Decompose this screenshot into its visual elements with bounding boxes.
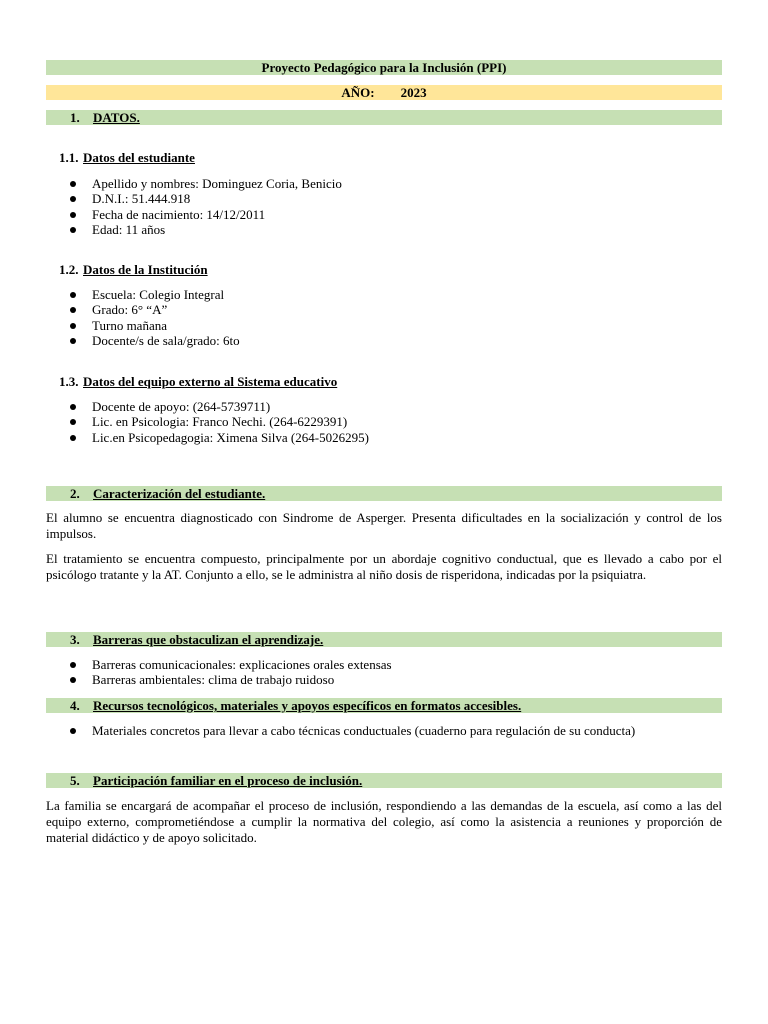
- year-label: AÑO:: [341, 85, 375, 100]
- student-data-list: [70, 176, 342, 237]
- subsection-number: 1.2.: [59, 262, 79, 277]
- list-item: Edad: 11 años: [70, 222, 342, 237]
- section-title: DATOS.: [93, 110, 140, 125]
- document-title-bar: [46, 60, 722, 75]
- family-participation-paragraph: La familia se encargará de acompañar el proceso de inclusión, respondiendo a las demandas de la escuela, así como a las del equipo externo, comprometiéndose a cumplir la normativa del colegio, así como la asistencia a reuniones y proporción de material didáctico y de apoyo solicitado.: [46, 798, 722, 845]
- subsection-title: Datos del estudiante: [83, 150, 195, 165]
- resources-list: [70, 723, 635, 738]
- barriers-list: [70, 657, 392, 688]
- list-item: Turno mañana: [70, 318, 240, 333]
- document-title: Proyecto Pedagógico para la Inclusión (PPI): [261, 60, 507, 75]
- subsection-1-2-heading: [59, 262, 208, 278]
- list-item: Barreras comunicacionales: explicaciones orales extensas: [70, 657, 392, 672]
- subsection-title: Datos del equipo externo al Sistema educativo: [83, 374, 338, 389]
- section-2-heading: [46, 486, 722, 501]
- section-4-heading: [46, 698, 722, 713]
- section-number: 3.: [70, 632, 80, 647]
- section-title: Recursos tecnológicos, materiales y apoyos específicos en formatos accesibles.: [93, 698, 522, 713]
- subsection-1-1-heading: [59, 150, 195, 166]
- section-number: 1.: [70, 110, 80, 125]
- external-team-list: [70, 399, 369, 445]
- list-item: D.N.I.: 51.444.918: [70, 191, 342, 206]
- diagnosis-paragraph: El alumno se encuentra diagnosticado con Sindrome de Asperger. Presenta dificultades en la socialización y control de los impulsos.: [46, 510, 722, 541]
- section-3-heading: [46, 632, 722, 647]
- subsection-1-3-heading: [59, 374, 337, 390]
- section-title: Caracterización del estudiante.: [93, 486, 266, 501]
- list-item: Docente/s de sala/grado: 6to: [70, 333, 240, 348]
- section-number: 5.: [70, 773, 80, 788]
- section-5-heading: [46, 773, 722, 788]
- subsection-title: Datos de la Institución: [83, 262, 208, 277]
- section-number: 4.: [70, 698, 80, 713]
- year-bar: [46, 85, 722, 100]
- list-item: Fecha de nacimiento: 14/12/2011: [70, 207, 342, 222]
- year-value: 2023: [400, 85, 427, 100]
- list-item: Barreras ambientales: clima de trabajo ruidoso: [70, 672, 392, 687]
- list-item: Materiales concretos para llevar a cabo técnicas conductuales (cuaderno para regulación de su conducta): [70, 723, 635, 738]
- list-item: Grado: 6° “A”: [70, 302, 240, 317]
- list-item: Docente de apoyo: (264-5739711): [70, 399, 369, 414]
- subsection-number: 1.3.: [59, 374, 79, 389]
- section-title: Participación familiar en el proceso de inclusión.: [93, 773, 363, 788]
- list-item: Lic. en Psicologia: Franco Nechi. (264-6229391): [70, 414, 369, 429]
- institution-data-list: [70, 287, 240, 348]
- section-1-heading: [46, 110, 722, 125]
- list-item: Escuela: Colegio Integral: [70, 287, 240, 302]
- treatment-paragraph: El tratamiento se encuentra compuesto, principalmente por un abordaje cognitivo conductual, que es llevado a cabo por el psicólogo tratante y la AT. Conjunto a ello, se le administra al niño dosis de risperidona, indicadas por la psiquiatra.: [46, 551, 722, 582]
- section-number: 2.: [70, 486, 80, 501]
- subsection-number: 1.1.: [59, 150, 79, 165]
- list-item: Apellido y nombres: Dominguez Coria, Benicio: [70, 176, 342, 191]
- section-title: Barreras que obstaculizan el aprendizaje.: [93, 632, 324, 647]
- list-item: Lic.en Psicopedagogia: Ximena Silva (264-5026295): [70, 430, 369, 445]
